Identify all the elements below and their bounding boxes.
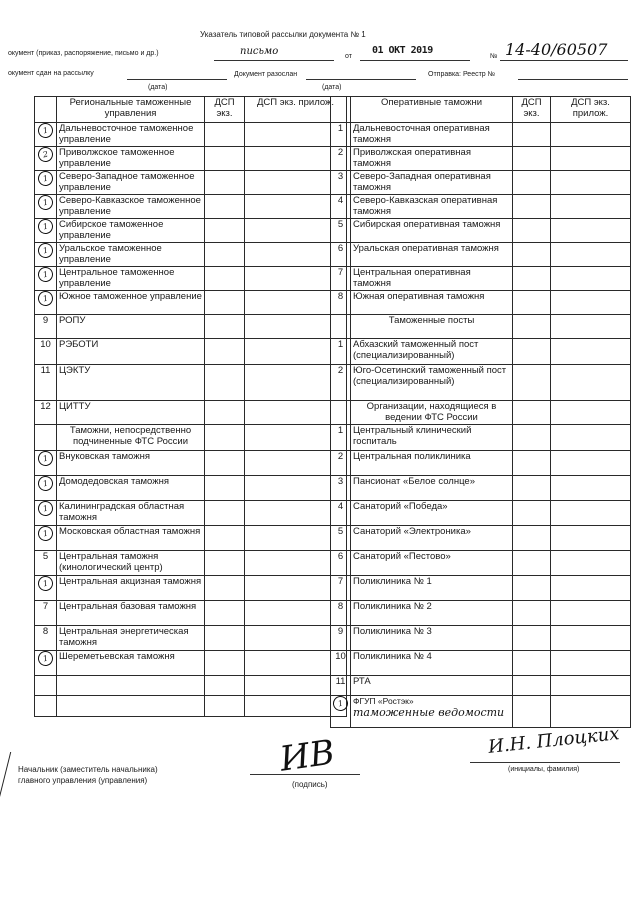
organization-name: Поликлиника № 4: [351, 651, 513, 676]
organization-name: Центральный клинический госпиталь: [351, 425, 513, 451]
copy-mark: 1: [37, 291, 55, 308]
copy-mark: 1: [37, 171, 55, 188]
regional-name: Дальневосточное таможенное управление: [57, 123, 205, 147]
from-label: от: [345, 53, 352, 60]
table-row: [331, 291, 631, 315]
operational-name: Северо-Западная оперативная таможня: [351, 171, 513, 195]
dispatch-label: Отправка: Реестр №: [428, 71, 496, 78]
row-number: 3: [331, 476, 351, 501]
regional-name: Северо-Западное таможенное управление: [57, 171, 205, 195]
table-row: [35, 601, 347, 626]
table-row: [35, 551, 347, 576]
chief-label: Начальник (заместитель начальника) главного управления (управления): [18, 765, 158, 785]
table-row: [35, 291, 347, 315]
signer-name: И.Н. Плоцких: [487, 723, 621, 758]
signature: ИВ: [277, 732, 338, 780]
table-row: [331, 219, 631, 243]
doc-date-value: 01 ОКТ 2019: [372, 45, 433, 56]
organization-name: Центральная поликлиника: [351, 451, 513, 476]
regional-name: РЭБОТИ: [57, 339, 205, 365]
copy-mark: 1: [37, 526, 55, 543]
table-row: [331, 651, 631, 676]
table-row: [331, 501, 631, 526]
table-row: [331, 451, 631, 476]
col-header-dsp: ДСП экз.: [205, 97, 245, 123]
copy-mark: 1: [37, 267, 55, 284]
customs-name: Шереметьевская таможня: [57, 651, 205, 676]
table-row: [331, 676, 631, 696]
table-row: [331, 123, 631, 147]
row-number: 2: [331, 451, 351, 476]
row-number: 3: [331, 171, 351, 195]
extra-organization-name: ФГУП «Ростэк»: [353, 696, 414, 706]
regional-name: РОПУ: [57, 315, 205, 339]
row-number: 2: [331, 365, 351, 401]
operational-name: Северо-Кавказская оперативная таможня: [351, 195, 513, 219]
subheader-posts: Таможенные посты: [351, 315, 513, 339]
organization-name: Пансионат «Белое солнце»: [351, 476, 513, 501]
row-number: 6: [331, 243, 351, 267]
post-name: Абхазский таможенный пост (специализированный): [351, 339, 513, 365]
copy-mark: 1: [332, 696, 350, 713]
table-row: [35, 123, 347, 147]
distributed-label: Документ разослан: [234, 71, 298, 78]
organization-name: Санаторий «Победа»: [351, 501, 513, 526]
table-row: [35, 651, 347, 676]
row-number: 8: [35, 626, 57, 651]
row-number: 7: [331, 267, 351, 291]
table-row: [35, 576, 347, 601]
row-number: 11: [35, 365, 57, 401]
row-number: 7: [35, 601, 57, 626]
organization-name: Поликлиника № 3: [351, 626, 513, 651]
regional-name: Приволжское таможенное управление: [57, 147, 205, 171]
row-number: 8: [331, 291, 351, 315]
table-row: [35, 339, 347, 365]
sent-label: окумент сдан на рассылку: [8, 70, 94, 77]
operational-name: Уральская оперативная таможня: [351, 243, 513, 267]
doc-type-value: письмо: [240, 46, 279, 57]
organization-name: Поликлиника № 2: [351, 601, 513, 626]
handwritten-addressee: таможенные ведомости: [353, 706, 505, 719]
number-label: №: [490, 53, 498, 60]
customs-name: Центральная таможня (кинологический центр): [57, 551, 205, 576]
organization-name: Поликлиника № 1: [351, 576, 513, 601]
copy-mark: 1: [37, 123, 55, 140]
table-row: [35, 476, 347, 501]
row-number: 12: [35, 401, 57, 425]
subheader-direct-customs: Таможни, непосредственно подчиненные ФТС России: [57, 425, 205, 451]
customs-name: Московская областная таможня: [57, 526, 205, 551]
operational-name: Центральная оперативная таможня: [351, 267, 513, 291]
copy-mark: 1: [37, 451, 55, 468]
operational-table: [330, 96, 631, 728]
operational-name: Дальневосточная оперативная таможня: [351, 123, 513, 147]
table-row: [35, 451, 347, 476]
table-row: [35, 267, 347, 291]
table-row: [331, 147, 631, 171]
organization-name: Санаторий «Пестово»: [351, 551, 513, 576]
row-number: 9: [331, 626, 351, 651]
table-row: [331, 476, 631, 501]
col-header-dsp-app-right: ДСП экз. прилож.: [551, 97, 631, 123]
table-row: [331, 601, 631, 626]
customs-name: Центральная базовая таможня: [57, 601, 205, 626]
row-number: 1: [331, 425, 351, 451]
row-number: 9: [35, 315, 57, 339]
customs-name: Центральная акцизная таможня: [57, 576, 205, 601]
form-title: Указатель типовой рассылки документа № 1: [200, 30, 366, 39]
table-row: [35, 365, 347, 401]
row-number: 4: [331, 501, 351, 526]
row-number: 10: [35, 339, 57, 365]
row-number: 1: [331, 339, 351, 365]
table-row: [331, 195, 631, 219]
table-row: [35, 147, 347, 171]
table-row: [331, 171, 631, 195]
row-number: 11: [331, 676, 351, 696]
table-row: [35, 195, 347, 219]
table-row: [35, 501, 347, 526]
table-row: [35, 315, 347, 339]
signature-caption: (подпись): [292, 780, 328, 789]
table-row: [331, 339, 631, 365]
customs-name: Калининградская областная таможня: [57, 501, 205, 526]
organization-name: РТА: [351, 676, 513, 696]
regional-table: [34, 96, 347, 717]
table-row: [331, 576, 631, 601]
table-row: [331, 365, 631, 401]
customs-name: Домодедовская таможня: [57, 476, 205, 501]
sent-date-caption: (дата): [148, 84, 168, 91]
col-header-operational: Оперативные таможни: [351, 97, 513, 123]
copy-mark: 1: [37, 195, 55, 212]
regional-name: Уральское таможенное управление: [57, 243, 205, 267]
copy-mark: 1: [37, 219, 55, 236]
row-number: 7: [331, 576, 351, 601]
operational-name: Южная оперативная таможня: [351, 291, 513, 315]
copy-mark: 1: [37, 576, 55, 593]
table-row: [331, 526, 631, 551]
doc-type-label: окумент (приказ, распоряжение, письмо и др.): [8, 50, 159, 57]
table-row: [35, 526, 347, 551]
regional-name: Сибирское таможенное управление: [57, 219, 205, 243]
operational-name: Приволжская оперативная таможня: [351, 147, 513, 171]
doc-number-value: 14-40/60507: [505, 40, 608, 59]
regional-name: ЦЭКТУ: [57, 365, 205, 401]
table-row: [331, 626, 631, 651]
copy-mark: 1: [37, 651, 55, 668]
copy-mark: 1: [37, 243, 55, 260]
table-row: [331, 243, 631, 267]
row-number: 1: [331, 123, 351, 147]
table-row: [331, 551, 631, 576]
customs-name: Внуковская таможня: [57, 451, 205, 476]
regional-name: Северо-Кавказское таможенное управление: [57, 195, 205, 219]
row-number: 4: [331, 195, 351, 219]
table-row: [35, 219, 347, 243]
distributed-date-caption: (дата): [322, 84, 342, 91]
row-number: 5: [35, 551, 57, 576]
copy-mark: 1: [37, 501, 55, 518]
row-number: 6: [331, 551, 351, 576]
subheader-organizations: Организации, находящиеся в ведении ФТС России: [351, 401, 513, 425]
table-row: [35, 243, 347, 267]
table-row: [35, 626, 347, 651]
table-row: [35, 171, 347, 195]
copy-mark: 2: [37, 147, 55, 164]
table-row: [35, 401, 347, 425]
row-number: 8: [331, 601, 351, 626]
organization-name: Санаторий «Электроника»: [351, 526, 513, 551]
row-number: 5: [331, 219, 351, 243]
table-row: [331, 696, 631, 728]
row-number: 5: [331, 526, 351, 551]
row-number: 2: [331, 147, 351, 171]
table-row: [331, 267, 631, 291]
col-header-dsp-app: ДСП экз. прилож.: [245, 97, 347, 123]
regional-name: Южное таможенное управление: [57, 291, 205, 315]
copy-mark: 1: [37, 476, 55, 493]
operational-name: Сибирская оперативная таможня: [351, 219, 513, 243]
col-header-regional: Региональные таможенные управления: [57, 97, 205, 123]
customs-name: Центральная энергетическая таможня: [57, 626, 205, 651]
col-header-dsp-right: ДСП экз.: [513, 97, 551, 123]
initials-caption: (инициалы, фамилия): [508, 766, 580, 773]
post-name: Юго-Осетинский таможенный пост (специализированный): [351, 365, 513, 401]
regional-name: ЦИТТУ: [57, 401, 205, 425]
table-row: [331, 425, 631, 451]
row-number: 10: [331, 651, 351, 676]
regional-name: Центральное таможенное управление: [57, 267, 205, 291]
